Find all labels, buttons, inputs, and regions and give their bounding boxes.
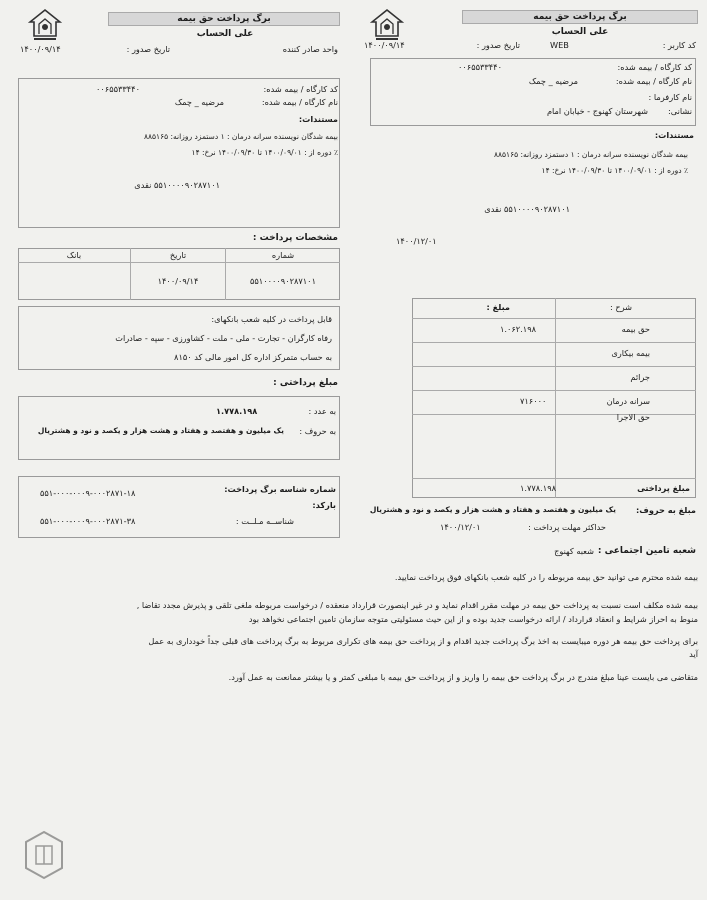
right-subtitle: علی الحساب (551, 27, 609, 37)
left-issue-date: ۱۴۰۰/۰۹/۱۴ (20, 44, 61, 54)
left-amount-label: مبلغ پرداختی : (273, 378, 338, 388)
right-user-code: WEB (550, 40, 569, 50)
note-line: بیمه شده مکلف است نسبت به پرداخت حق بیمه در مهلت مقرر اقدام نماید و در غیر اینصورت قرارداد منعقده / درخواست مربوطه ملغی تلقی و پذیرش مجدد تقاضا , (136, 600, 698, 610)
left-payable-line3: به حساب متمرکز اداره کل امور مالی کد ۸۱۵۰ (174, 352, 332, 362)
right-docs-label: مستندات: (654, 130, 694, 140)
note-line: متقاضی می بایست عینا مبلغ مندرج در برگ پرداخت حق بیمه را واریز و از پرداخت حق بیمه با مبلغی کمتر و یا بیشتر ممانعت به عمل آورد. (228, 672, 698, 682)
watermark-logo-icon (22, 830, 66, 880)
left-pay-col-bank: بانک (66, 250, 82, 260)
right-deadline-label: حداکثر مهلت پرداخت : (528, 522, 606, 532)
right-row-label: جرائم (630, 372, 650, 382)
left-docs-cash: ۵۵۱۰۰۰۰۹۰۲۸۷۱۰۱ نقدی (134, 180, 220, 190)
right-docs-line1: بیمه شدگان نویسنده سرانه درمان : ۱ دستمزد روزانه: ۸۸۵۱۶۵ (493, 150, 688, 159)
right-issue-date-label: تاریخ صدور : (476, 40, 520, 50)
right-words-label: مبلغ به حروف: (636, 505, 696, 515)
right-docs-cash: ۵۵۱۰۰۰۰۹۰۲۸۷۱۰۱ نقدی (484, 204, 570, 214)
right-row-label: حق الاجرا (616, 412, 650, 422)
left-subtitle: علی الحساب (196, 29, 254, 39)
left-payable-line1: قابل پرداخت در کلیه شعب بانکهای: (211, 314, 332, 324)
left-id-label: شماره شناسه برگ پرداخت: (224, 484, 336, 494)
note-line: بیمه شده محترم می توانید حق بیمه مربوطه را در کلیه شعب بانکهای فوق پرداخت نمایید. (394, 572, 698, 582)
right-employer-label: نام کارفرما : (648, 92, 692, 102)
note-line: آید (689, 649, 698, 659)
right-user-code-label: کد کاربر : (662, 40, 696, 50)
right-row-value: ۷۱۶۰۰۰ (520, 396, 547, 406)
right-docs-line2: ٪ دوره از : ۱۴۰۰/۰۹/۰۱ تا ۱۴۰۰/۰۹/۳۰ نرخ: ۱۴ (541, 166, 688, 175)
right-workshop-code: ۰۰۶۵۵۳۳۴۴۰ (458, 62, 502, 72)
left-docs-line2: ٪ دوره از : ۱۴۰۰/۰۹/۰۱ تا ۱۴۰۰/۰۹/۳۰ نرخ: ۱۴ (191, 148, 338, 157)
left-amount-words: یک میلیون و هفتصد و هفتاد و هشت هزار و یکصد و نود و هشتریال (37, 426, 284, 435)
left-id-value: ۵۵۱-۰۰۰-۰۰۰۹-۰۰۰۲۸۷۱-۱۸ (40, 488, 136, 498)
left-title: برگ پرداخت حق بیمه (108, 12, 340, 26)
right-row-label: بیمه بیکاری (611, 348, 650, 358)
left-amount-words-label: به حروف : (299, 426, 336, 436)
left-pay-number: ۵۵۱۰۰۰۰۹۰۲۸۷۱۰۱ (250, 276, 316, 286)
right-desc-header: شرح : (609, 302, 632, 312)
right-workshop-code-label: کد کارگاه / بیمه شده: (617, 62, 692, 72)
left-amount-num: ۱.۷۷۸.۱۹۸ (216, 406, 258, 416)
left-pay-col-number: شماره (271, 250, 295, 260)
right-row-value: ۱.۰۶۲.۱۹۸ (500, 324, 536, 334)
right-docs-date: ۱۴۰۰/۱۲/۰۱ (396, 236, 437, 246)
right-address: شهرستان کهنوج - خیابان امام (546, 106, 648, 116)
left-national-label: شناســه مـلــت : (235, 516, 294, 526)
right-address-label: نشانی: (668, 106, 692, 116)
note-line: منوط به احراز شرایط و انعقاد قرارداد / ارائه درخواست جدید بوده و از این حیث مسئولیتی متوجه سازمان تامین اجتماعی نخواهد بود (248, 614, 698, 624)
branch-name: شعبه کهنوج (554, 546, 594, 556)
branch-label: شعبه تامین اجتماعی : (597, 546, 696, 556)
right-row-label: حق بیمه (621, 324, 650, 334)
left-docs-line1: بیمه شدگان نویسنده سرانه درمان : ۱ دستمزد روزانه: ۸۸۵۱۶۵ (143, 132, 338, 141)
right-row-label: سرانه درمان (606, 396, 650, 406)
left-workshop-name: مرضیه _ چمک (174, 97, 224, 107)
left-payable-line2: رفاه کارگران - تجارت - ملی - ملت - کشاورزی - سپه - صادرات (115, 333, 332, 343)
left-pay-date: ۱۴۰۰/۰۹/۱۴ (157, 276, 199, 286)
right-issue-date: ۱۴۰۰/۰۹/۱۴ (364, 40, 405, 50)
left-issue-date-label: تاریخ صدور : (126, 44, 170, 54)
left-barcode-label: بارکد: (312, 500, 336, 510)
right-amount-header: مبلغ : (486, 302, 510, 312)
left-issuer-label: واحد صادر کننده (282, 44, 338, 54)
right-total-value: ۱.۷۷۸.۱۹۸ (520, 483, 556, 493)
left-docs-label: مستندات: (298, 114, 338, 124)
right-workshop-name-label: نام کارگاه / بیمه شده: (615, 76, 692, 86)
left-workshop-code-label: کد کارگاه / بیمه شده: (263, 84, 338, 94)
right-words: یک میلیون و هفتصد و هفتاد و هشت هزار و یکصد و نود و هشتریال (369, 505, 616, 514)
right-title: برگ پرداخت حق بیمه (462, 10, 698, 24)
insurance-logo-icon (28, 8, 62, 42)
left-national-value: ۵۵۱-۰۰۰-۰۰۰۹-۰۰۰۲۸۷۱-۳۸ (40, 516, 136, 526)
left-payment-spec-label: مشخصات پرداخت : (252, 233, 338, 243)
left-amount-num-label: به عدد : (308, 406, 336, 416)
right-deadline: ۱۴۰۰/۱۲/۰۱ (440, 522, 481, 532)
note-line: برای پرداخت حق بیمه هر دوره میبایست به اخذ برگ پرداخت جدید اقدام و از پرداخت حق بیمه های تکراری مربوط به برگ پرداخت های قبلی جداً خودداری به عمل (148, 636, 698, 646)
insurance-logo-icon (370, 8, 404, 42)
left-pay-col-date: تاریخ (169, 250, 187, 260)
right-workshop-name: مرضیه _ چمک (528, 76, 578, 86)
right-total-label: مبلغ پرداختی (637, 483, 690, 493)
left-workshop-name-label: نام کارگاه / بیمه شده: (261, 97, 338, 107)
left-workshop-code: ۰۰۶۵۵۳۳۴۴۰ (96, 84, 140, 94)
